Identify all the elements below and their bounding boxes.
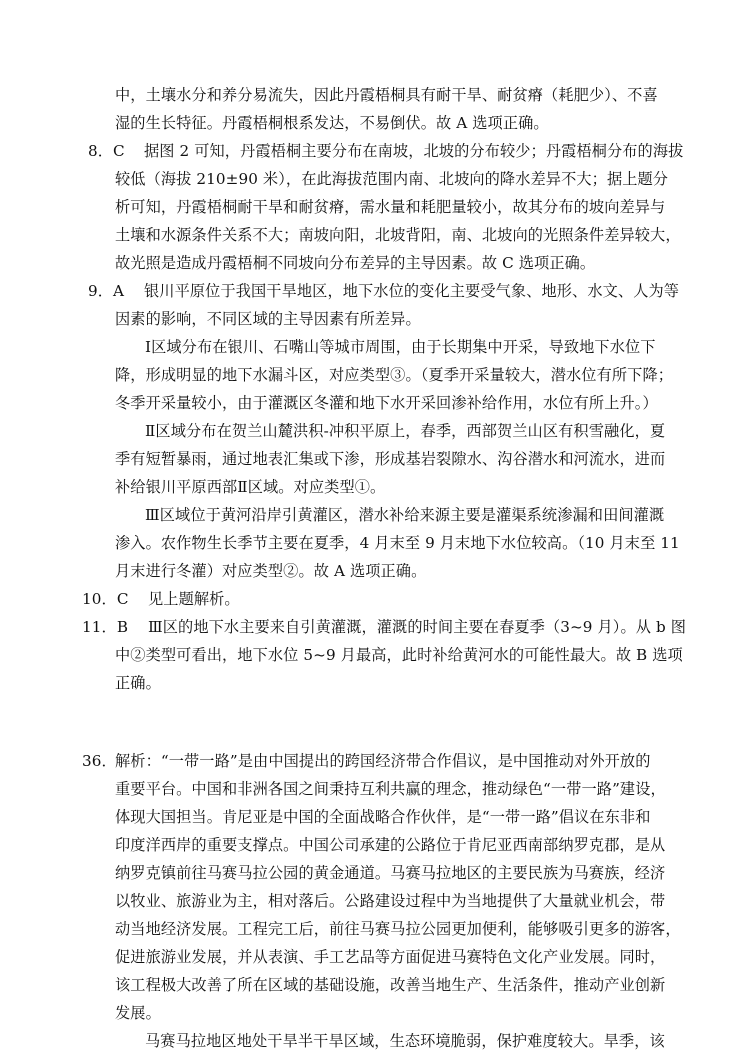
question-number: 36． [82, 752, 117, 770]
text-line: 据图 2 可知，丹霞梧桐主要分布在南坡，北坡的分布较少；丹霞梧桐分布的海拔 [144, 142, 684, 160]
text-line: 见上题解析。 [148, 590, 240, 608]
text-line: 因素的影响，不同区域的主导因素有所差异。 [115, 310, 421, 328]
question-number: 8．C [88, 142, 125, 160]
text-line: 月末进行冬灌）对应类型②。故 A 选项正确。 [115, 562, 427, 580]
text-line: 以牧业、旅游业为主，相对落后。公路建设过程中为当地提供了大量就业机会，带 [115, 892, 666, 910]
text-line: 解析：“一带一路”是由中国提出的跨国经济带合作倡议，是中国推动对外开放的 [115, 752, 651, 770]
text-line: 湿的生长特征。丹霞梧桐根系发达，不易倒伏。故 A 选项正确。 [115, 114, 549, 132]
text-line: 析可知，丹霞梧桐耐干旱和耐贫瘠，需水量和耗肥量较小，故其分布的坡向差异与 [115, 198, 666, 216]
text-line: 渗入。农作物生长季节主要在夏季，4 月末至 9 月末地下水位较高。（10 月末至 11 [115, 534, 680, 552]
text-line: 纳罗克镇前往马赛马拉公园的黄金通道。马赛马拉地区的主要民族为马赛族，经济 [115, 864, 666, 882]
text-line: 故光照是造成丹霞梧桐不同坡向分布差异的主导因素。故 C 选项正确。 [115, 254, 596, 272]
text-line: 正确。 [115, 674, 161, 692]
text-line: 体现大国担当。肯尼亚是中国的全面战略合作伙伴，是“一带一路”倡议在东非和 [115, 808, 651, 826]
text-line: 该工程极大改善了所在区域的基础设施，改善当地生产、生活条件，推动产业创新 [115, 976, 666, 994]
text-line: 中，土壤水分和养分易流失，因此丹霞梧桐具有耐干旱、耐贫瘠（耗肥少）、不喜 [115, 86, 658, 104]
text-line: 银川平原位于我国干旱地区，地下水位的变化主要受气象、地形、水文、人为等 [144, 282, 680, 300]
text-line: 冬季开采量较小，由于灌溉区冬灌和地下水开采回渗补给作用，水位有所上升。） [115, 394, 658, 412]
text-line: 印度洋西岸的重要支撑点。中国公司承建的公路位于肯尼亚西南部纳罗克郡，是从 [115, 836, 666, 854]
text-line: 季有短暂暴雨，通过地表汇集或下渗，形成基岩裂隙水、沟谷潜水和河流水，进而 [115, 450, 666, 468]
question-number: 9．A [88, 282, 125, 300]
text-line: 降，形成明显的地下水漏斗区，对应类型③。（夏季开采量较大，潜水位有所下降； [115, 366, 674, 384]
text-line: 马赛马拉地区地处干旱半干旱区域，生态环境脆弱，保护难度较大。旱季，该 [145, 1032, 665, 1050]
text-line: Ⅲ区域位于黄河沿岸引黄灌区，潜水补给来源主要是灌渠系统渗漏和田间灌溉 [145, 506, 665, 524]
text-line: 动当地经济发展。工程完工后，前往马赛马拉公园更加便利，能够吸引更多的游客， [115, 920, 681, 938]
text-line: 重要平台。中国和非洲各国之间秉持互利共赢的理念，推动绿色“一带一路”建设， [115, 780, 666, 798]
text-line: Ⅰ区域分布在银川、石嘴山等城市周围，由于长期集中开采，导致地下水位下 [145, 338, 656, 356]
text-line: 较低（海拔 210±90 米），在此海拔范围内南、北坡向的降水差异不大；据上题分 [115, 170, 669, 188]
question-number: 11．B [82, 618, 129, 636]
text-line: Ⅱ区域分布在贺兰山麓洪积-冲积平原上，春季，西部贺兰山区有积雪融化，夏 [145, 422, 666, 440]
text-line: 补给银川平原西部Ⅱ区域。对应类型①。 [115, 478, 386, 496]
question-number: 10．C [82, 590, 129, 608]
text-line: 中②类型可看出，地下水位 5~9 月最高，此时补给黄河水的可能性最大。故 B 选项 [115, 646, 683, 664]
text-line: Ⅲ区的地下水主要来自引黄灌溉，灌溉的时间主要在春夏季（3~9 月）。从 b 图 [148, 618, 687, 636]
text-line: 发展。 [115, 1004, 161, 1022]
text-line: 促进旅游业发展，并从表演、手工艺品等方面促进马赛特色文化产业发展。同时， [115, 948, 666, 966]
text-line: 土壤和水源条件关系不大；南坡向阳，北坡背阳，南、北坡向的光照条件差异较大， [115, 226, 681, 244]
